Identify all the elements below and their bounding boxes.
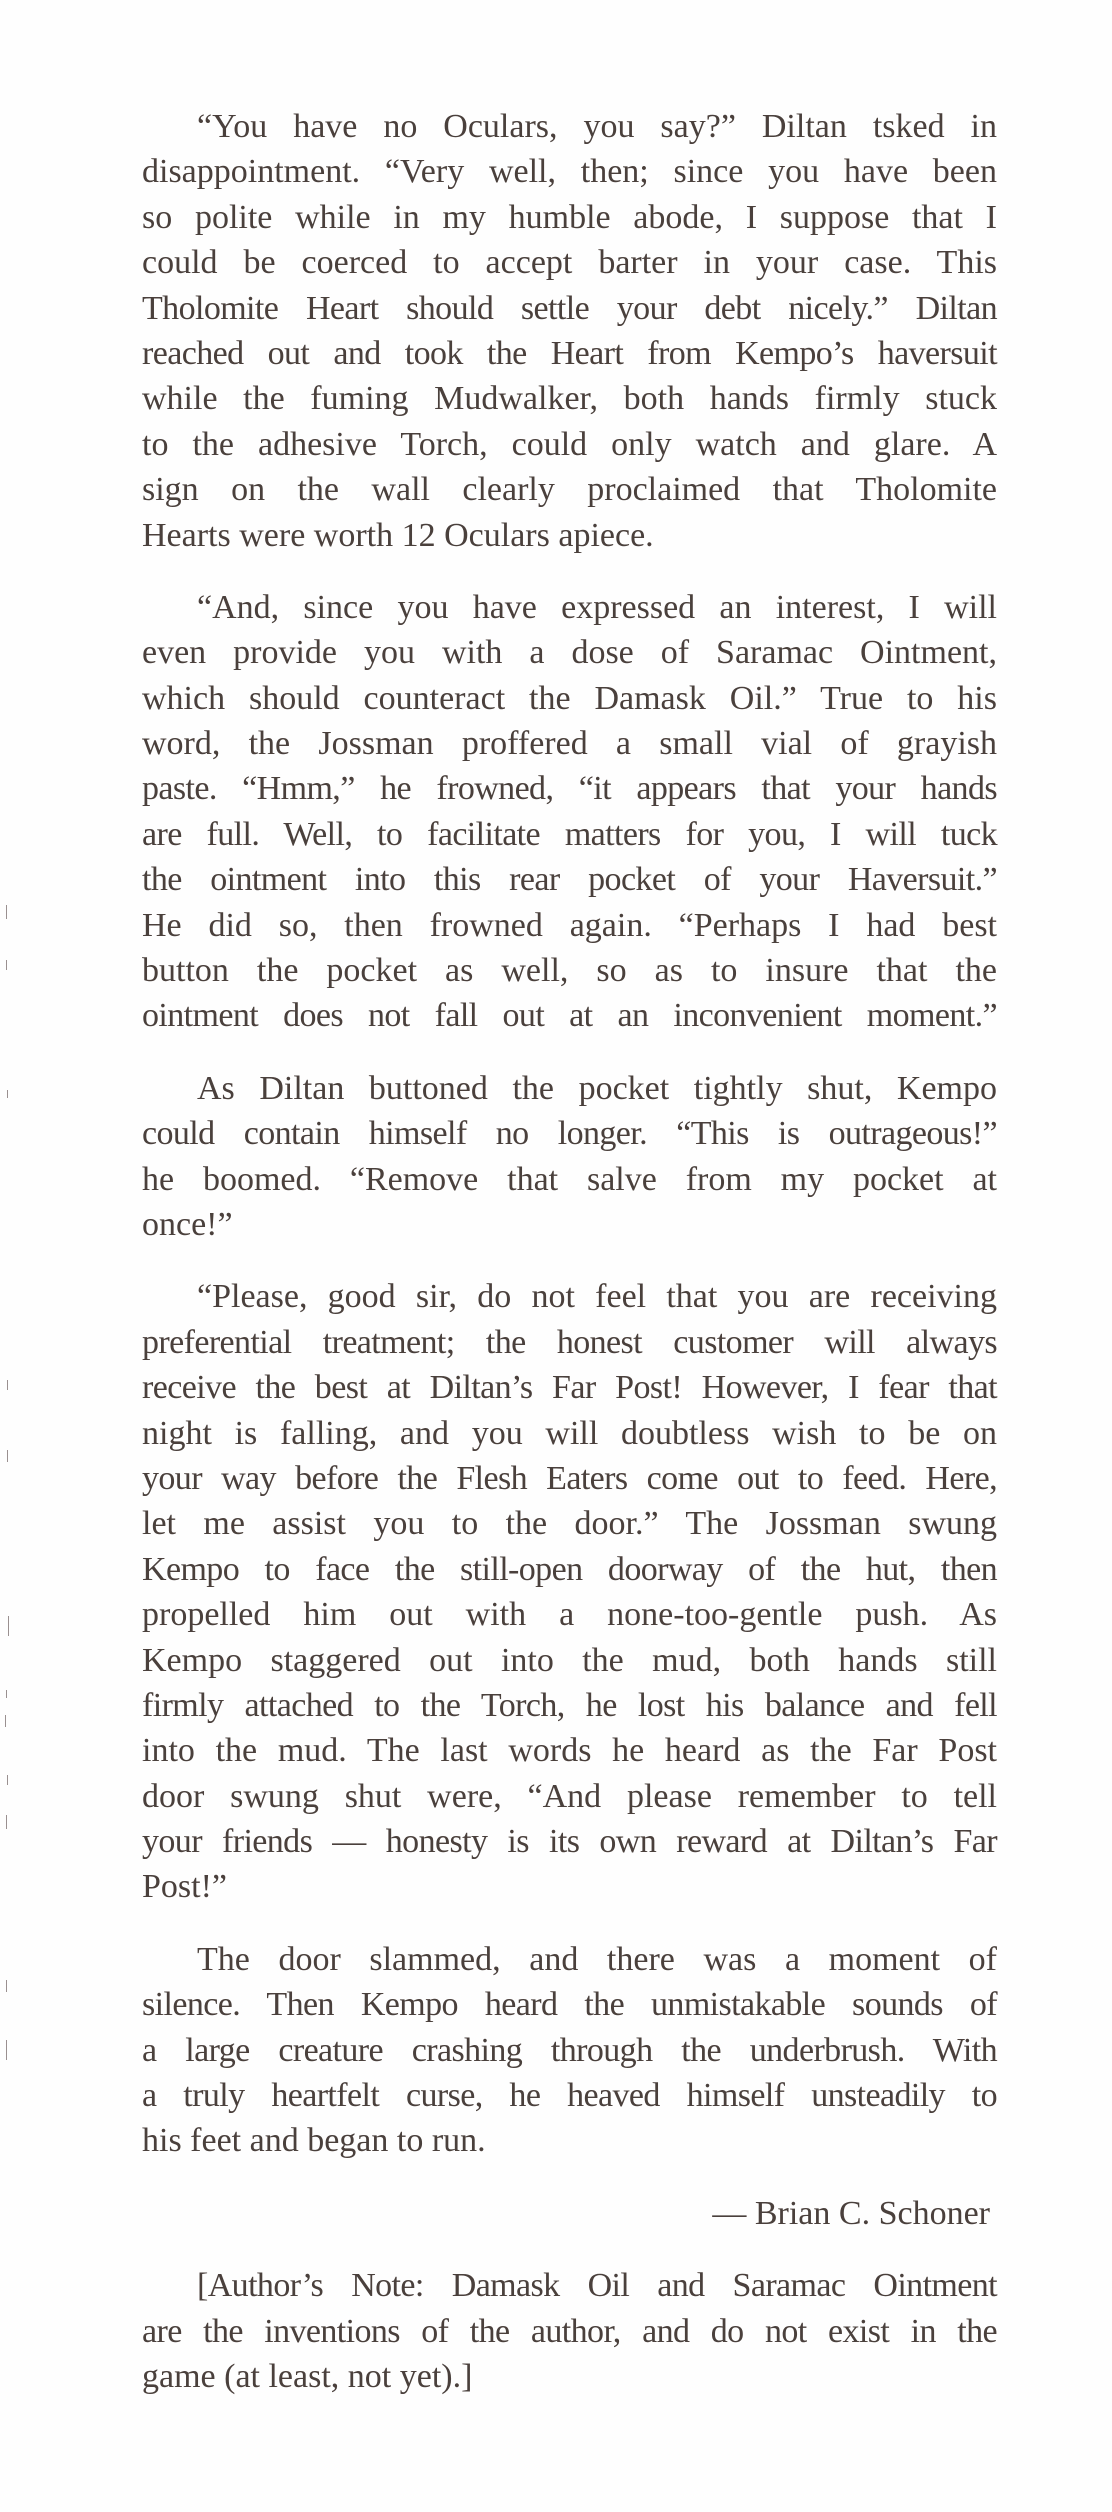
text-line: while the fuming Mudwalker, both hands firmly stuck bbox=[142, 380, 997, 418]
text-line: he boomed. “Remove that salve from my pocket at bbox=[142, 1160, 997, 1198]
text-line: Post!” bbox=[142, 1868, 227, 1906]
text-line: which should counteract the Damask Oil.” True to his bbox=[142, 679, 997, 717]
text-line: are full. Well, to facilitate matters for you, I will tuck bbox=[142, 815, 997, 853]
text-line: word, the Jossman proffered a small vial of grayish bbox=[142, 725, 997, 763]
text-line: your friends — honesty is its own reward at Diltan’s Far bbox=[142, 1823, 997, 1861]
paragraph-4 bbox=[142, 1274, 997, 1909]
paragraph-3 bbox=[142, 1066, 997, 1248]
paragraph-2 bbox=[142, 585, 997, 1039]
text-line: the ointment into this rear pocket of your Haversuit.” bbox=[142, 861, 997, 899]
text-line: to the adhesive Torch, could only watch and glare. A bbox=[142, 425, 997, 463]
scan-artifact bbox=[7, 1775, 8, 1785]
text-line: button the pocket as well, so as to insure that the bbox=[142, 952, 997, 990]
text-line: could contain himself no longer. “This is outrageous!” bbox=[142, 1115, 997, 1153]
scan-artifact bbox=[6, 2040, 7, 2060]
text-line: silence. Then Kempo heard the unmistakable sounds of bbox=[142, 1986, 997, 2024]
text-line: preferential treatment; the honest customer will always bbox=[142, 1323, 997, 1361]
text-line: Tholomite Heart should settle your debt nicely.” Diltan bbox=[142, 289, 997, 327]
text-line: let me assist you to the door.” The Jossman swung bbox=[142, 1505, 997, 1543]
text-line: disappointment. “Very well, then; since you have been bbox=[142, 153, 997, 191]
text-line: so polite while in my humble abode, I suppose that I bbox=[142, 198, 997, 236]
scan-artifact bbox=[6, 905, 7, 919]
text-line: As Diltan buttoned the pocket tightly shut, Kempo bbox=[197, 1069, 997, 1107]
text-line: once!” bbox=[142, 1205, 233, 1243]
scan-artifact bbox=[6, 1690, 7, 1698]
text-line: reached out and took the Heart from Kempo’s haversuit bbox=[142, 334, 997, 372]
scan-artifact bbox=[7, 1090, 8, 1098]
text-line: firmly attached to the Torch, he lost his balance and fell bbox=[142, 1686, 997, 1724]
scan-artifact bbox=[7, 1450, 8, 1462]
text-line: Kempo to face the still-open doorway of the hut, then bbox=[142, 1550, 997, 1588]
text-line: “You have no Oculars, you say?” Diltan tsked in bbox=[197, 108, 997, 145]
text-line: could be coerced to accept barter in your case. This bbox=[142, 244, 997, 282]
scan-artifact bbox=[5, 1715, 6, 1727]
scan-artifact bbox=[6, 960, 7, 970]
text-line: receive the best at Diltan’s Far Post! However, I fear that bbox=[142, 1369, 997, 1407]
text-line: “Please, good sir, do not feel that you are receiving bbox=[197, 1278, 997, 1316]
text-line: He did so, then frowned again. “Perhaps I had best bbox=[142, 906, 997, 944]
text-line: The door slammed, and there was a moment of bbox=[197, 1940, 997, 1978]
text-line: Kempo staggered out into the mud, both hands still bbox=[142, 1641, 997, 1679]
scan-artifact bbox=[7, 1380, 8, 1390]
text-line: your way before the Flesh Eaters come out to feed. Here, bbox=[142, 1459, 997, 1497]
text-line: a truly heartfelt curse, he heaved himself unsteadily to bbox=[142, 2077, 997, 2115]
text-line: even provide you with a dose of Saramac Ointment, bbox=[142, 634, 997, 672]
scan-artifact bbox=[8, 1616, 9, 1636]
text-line: night is falling, and you will doubtless wish to be on bbox=[142, 1414, 997, 1452]
authors-note bbox=[142, 2263, 997, 2399]
text-line: his feet and began to run. bbox=[142, 2122, 486, 2160]
text-line: “And, since you have expressed an interest, I will bbox=[197, 588, 997, 626]
text-line: are the inventions of the author, and do not exist in the bbox=[142, 2312, 997, 2350]
text-line: paste. “Hmm,” he frowned, “it appears that your hands bbox=[142, 770, 997, 808]
paragraph-5 bbox=[142, 1937, 997, 2164]
text-line: a large creature crashing through the underbrush. With bbox=[142, 2031, 997, 2069]
text-line: into the mud. The last words he heard as the Far Post bbox=[142, 1732, 997, 1770]
story-column bbox=[142, 104, 997, 2426]
author-signature: — Brian C. Schoner bbox=[712, 2194, 990, 2232]
scan-artifact bbox=[6, 1815, 7, 1829]
text-line: ointment does not fall out at an inconvenient moment.” bbox=[142, 997, 997, 1035]
text-line: game (at least, not yet).] bbox=[142, 2357, 473, 2395]
text-line: sign on the wall clearly proclaimed that Tholomite bbox=[142, 471, 997, 509]
text-line: Hearts were worth 12 Oculars apiece. bbox=[142, 516, 654, 554]
paragraph-1 bbox=[142, 104, 997, 558]
text-line: door swung shut were, “And please remember to tell bbox=[142, 1777, 997, 1815]
text-line: [Author’s Note: Damask Oil and Saramac Ointment bbox=[197, 2267, 997, 2305]
scan-artifact bbox=[6, 1980, 7, 1992]
text-line: propelled him out with a none-too-gentle push. As bbox=[142, 1596, 997, 1634]
